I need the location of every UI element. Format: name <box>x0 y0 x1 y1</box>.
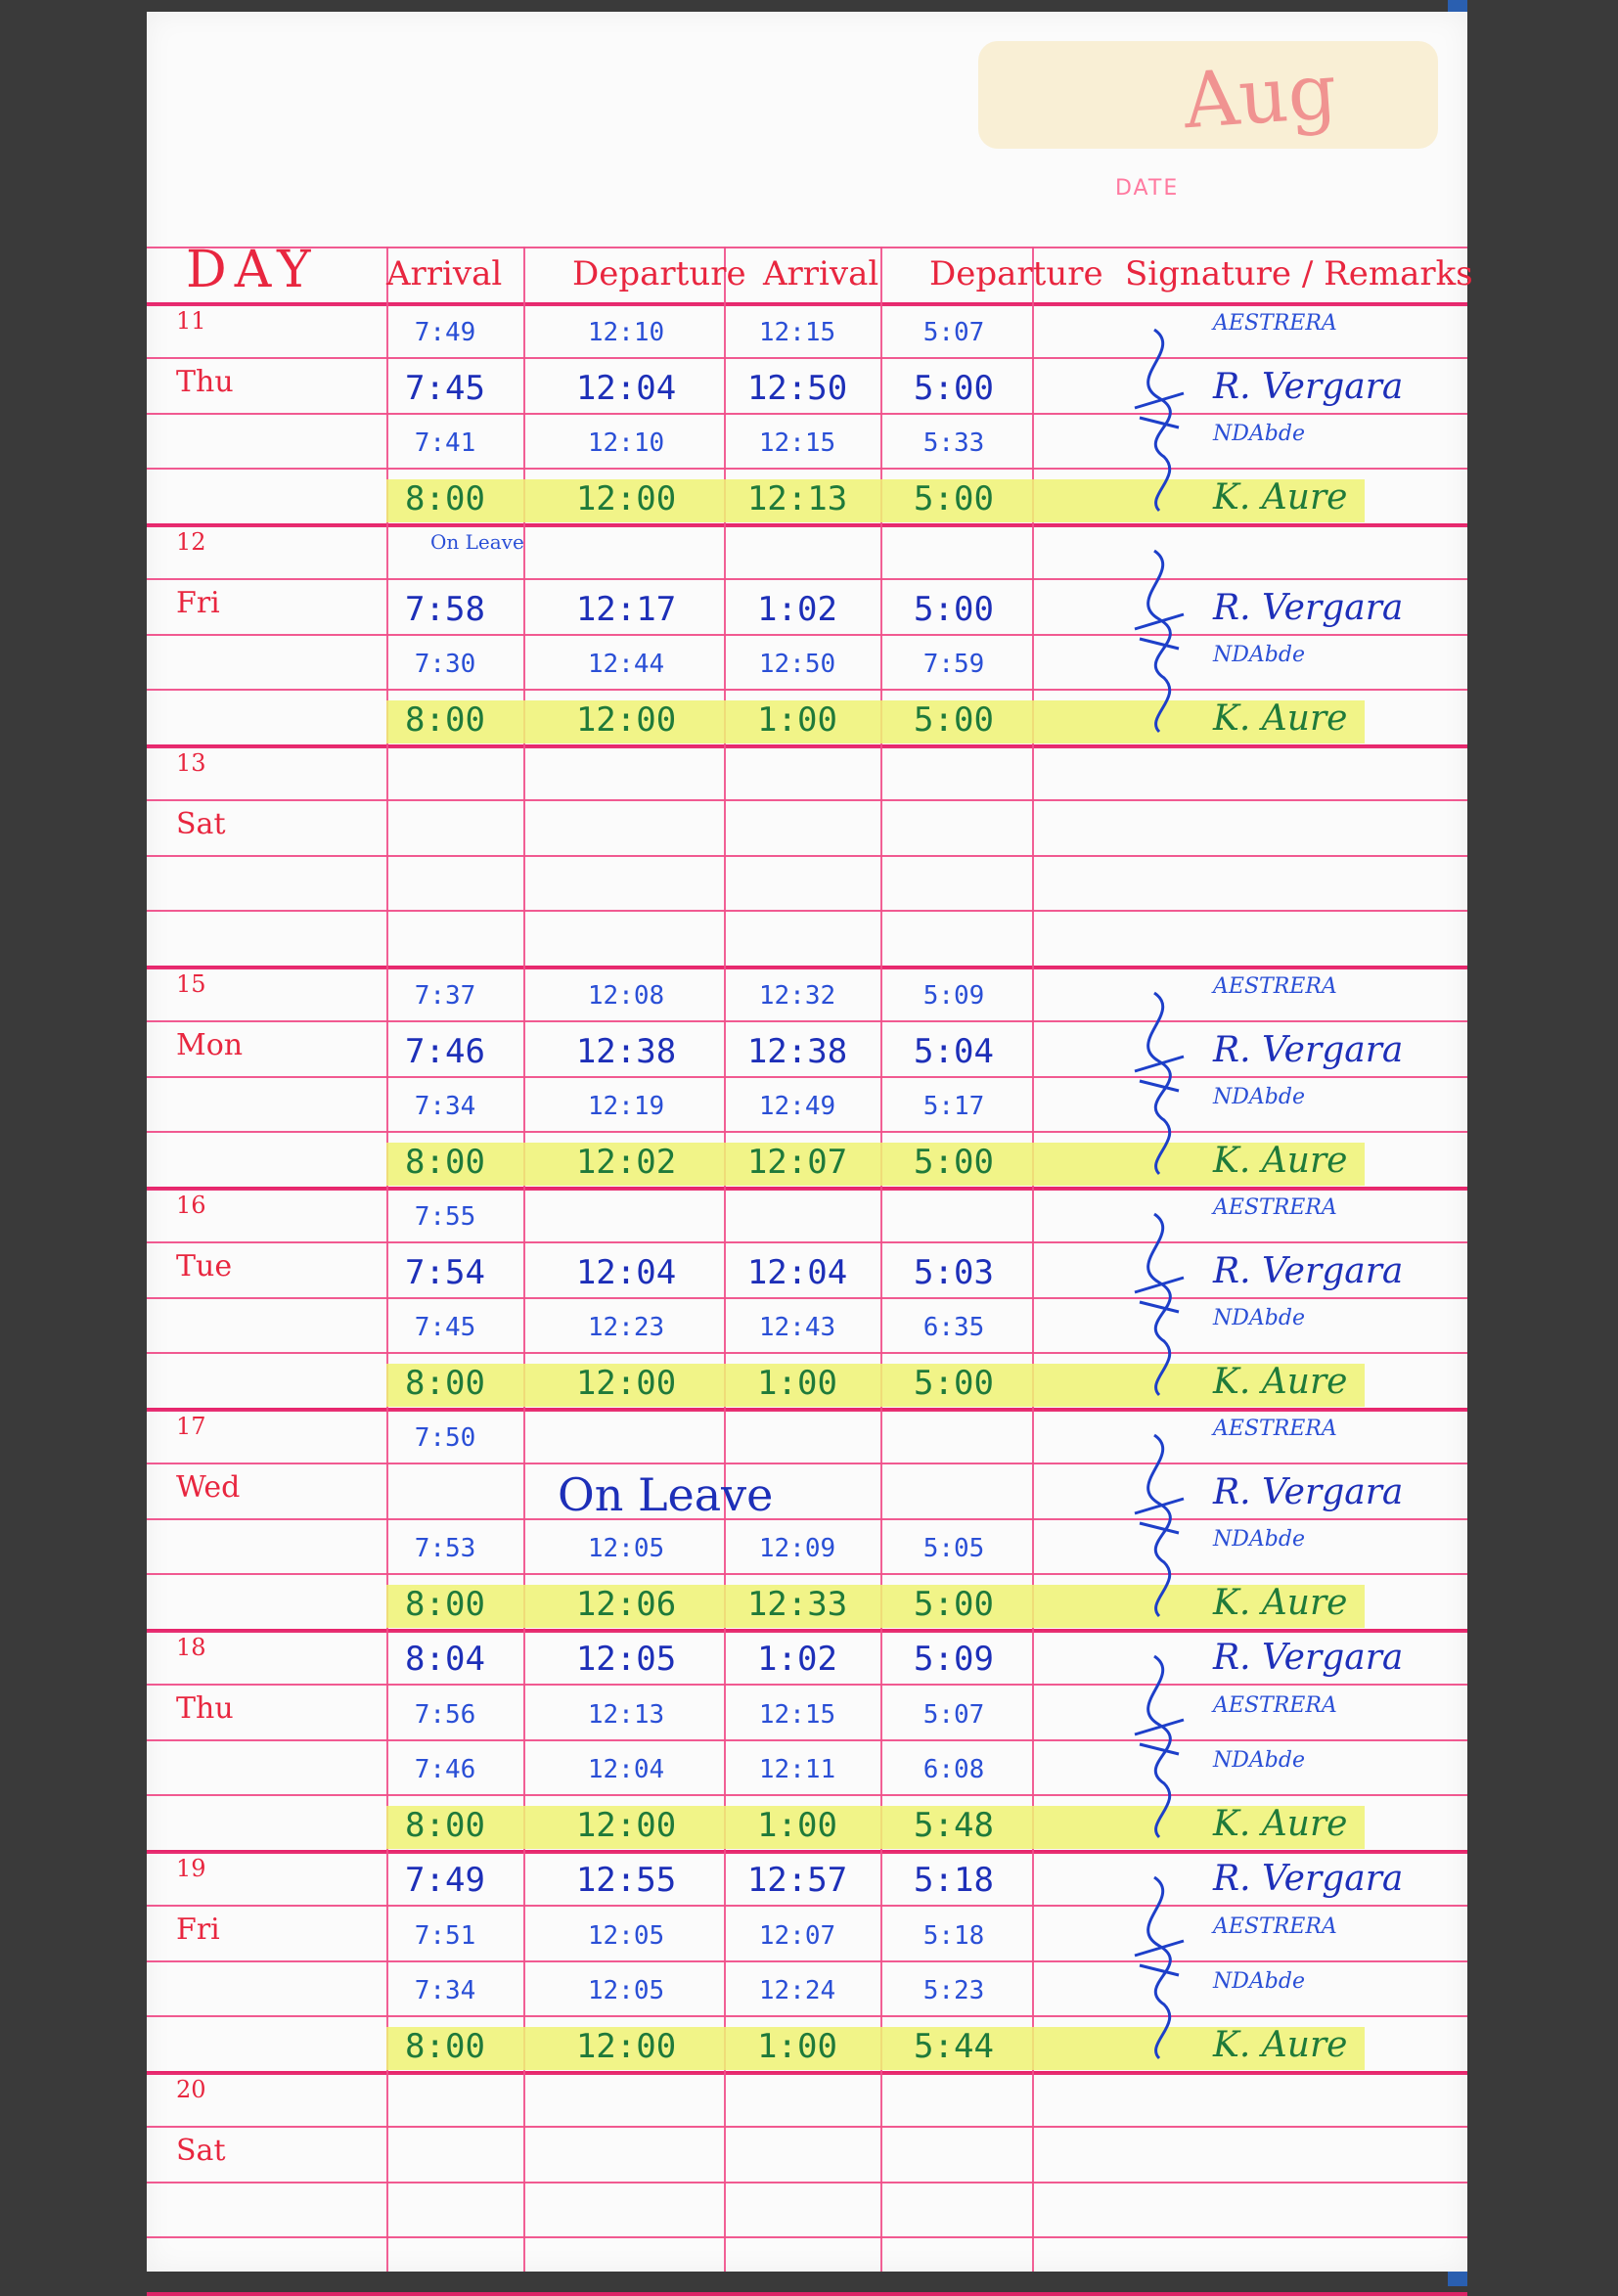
signature-remark: NDAbde <box>1213 1748 1305 1773</box>
signature-remark: R. Vergara <box>1213 1859 1404 1899</box>
time-cell-departure-pm: 6:35 <box>922 1313 985 1342</box>
initials-scribble <box>1115 1420 1203 1626</box>
time-cell-departure-pm: 5:07 <box>922 318 985 347</box>
ruled-line <box>147 855 1467 857</box>
day-number: 13 <box>176 749 206 777</box>
signature-remark: K. Aure <box>1213 1583 1348 1623</box>
time-cell-departure-pm: 5:00 <box>914 700 994 740</box>
attendance-sheet <box>147 12 1473 2272</box>
time-cell-arrival-pm: 12:38 <box>746 1032 848 1071</box>
signature-remark: R. Vergara <box>1213 367 1404 407</box>
time-cell-arrival-pm: 12:13 <box>746 479 848 518</box>
time-cell-arrival-am: 7:45 <box>405 369 485 408</box>
time-cell-departure-pm: 5:00 <box>914 1364 994 1403</box>
time-cell-departure-am: 12:05 <box>587 1534 665 1563</box>
time-cell-departure-am: 12:23 <box>587 1313 665 1342</box>
time-cell-arrival-pm: 1:00 <box>757 1806 837 1845</box>
day-name: Fri <box>176 586 220 620</box>
initials-scribble <box>1115 315 1203 520</box>
time-cell-departure-am: 12:00 <box>575 1806 677 1845</box>
col-header-arrival-pm: Arrival <box>763 254 879 293</box>
day-name: Sat <box>176 2134 226 2168</box>
time-cell-departure-pm: 5:44 <box>914 2027 994 2066</box>
time-cell-arrival-pm: 12:43 <box>758 1313 836 1342</box>
time-cell-departure-am: 12:02 <box>575 1143 677 1182</box>
signature-remark: R. Vergara <box>1213 1251 1404 1291</box>
time-cell-departure-am: 12:00 <box>575 700 677 740</box>
time-cell-arrival-pm: 12:50 <box>758 650 836 679</box>
time-cell-departure-pm: 5:00 <box>914 369 994 408</box>
time-cell-departure-pm: 7:59 <box>922 650 985 679</box>
time-cell-arrival-am: 7:46 <box>414 1755 476 1784</box>
time-cell-departure-am: 12:05 <box>587 1921 665 1951</box>
time-cell-arrival-am: 7:41 <box>414 428 476 458</box>
col-header-arrival-am: Arrival <box>386 254 503 293</box>
signature-remark: NDAbde <box>1213 1085 1305 1109</box>
time-cell-departure-am: 12:13 <box>587 1700 665 1730</box>
time-cell-arrival-am: 7:55 <box>414 1202 476 1232</box>
signature-remark: K. Aure <box>1213 1362 1348 1402</box>
day-separator-line <box>147 2292 1467 2296</box>
col-header-day: DAY <box>186 241 319 299</box>
signature-remark: R. Vergara <box>1213 1472 1404 1512</box>
time-cell-departure-pm: 5:04 <box>914 1032 994 1071</box>
time-cell-arrival-pm: 12:50 <box>746 369 848 408</box>
signature-remark: AESTRERA <box>1213 1914 1337 1939</box>
time-cell-departure-pm: 5:00 <box>914 1585 994 1624</box>
date-label: DATE <box>1115 176 1180 201</box>
day-name: Thu <box>176 1691 234 1726</box>
signature-remark: K. Aure <box>1213 1804 1348 1844</box>
signature-remark: R. Vergara <box>1213 1030 1404 1070</box>
time-cell-arrival-pm: 12:09 <box>758 1534 836 1563</box>
time-cell-arrival-pm: 1:02 <box>757 1640 837 1679</box>
col-header-signature: Signature / Remarks <box>1125 254 1473 293</box>
day-name: Sat <box>176 807 226 841</box>
time-cell-arrival-pm: 12:11 <box>758 1755 836 1784</box>
day-number: 15 <box>176 970 206 998</box>
time-cell-departure-am: 12:04 <box>575 1253 677 1292</box>
time-cell-arrival-am: 7:30 <box>414 650 476 679</box>
col-header-departure-pm: Departure <box>929 254 1103 293</box>
col-header-departure-am: Departure <box>572 254 746 293</box>
on-leave-note: On Leave <box>558 1468 774 1521</box>
signature-remark: AESTRERA <box>1213 974 1337 999</box>
time-cell-departure-am: 12:06 <box>575 1585 677 1624</box>
signature-remark: R. Vergara <box>1213 1638 1404 1678</box>
time-cell-arrival-am: 7:37 <box>414 981 476 1011</box>
time-cell-arrival-am: 8:04 <box>405 1640 485 1679</box>
day-number: 16 <box>176 1192 206 1219</box>
initials-scribble <box>1115 1863 1203 2068</box>
time-cell-departure-pm: 5:18 <box>914 1861 994 1900</box>
signature-remark: R. Vergara <box>1213 588 1404 628</box>
signature-remark: NDAbde <box>1213 422 1305 446</box>
time-cell-departure-am: 12:05 <box>587 1976 665 2005</box>
time-cell-departure-am: 12:05 <box>575 1640 677 1679</box>
time-cell-arrival-am: 7:53 <box>414 1534 476 1563</box>
time-cell-arrival-pm: 12:07 <box>746 1143 848 1182</box>
signature-remark: NDAbde <box>1213 1306 1305 1330</box>
time-cell-departure-pm: 5:05 <box>922 1534 985 1563</box>
time-cell-arrival-am: 8:00 <box>405 1585 485 1624</box>
time-cell-arrival-pm: 1:00 <box>757 700 837 740</box>
time-cell-departure-am: 12:10 <box>587 318 665 347</box>
time-cell-arrival-am: 7:54 <box>405 1253 485 1292</box>
time-cell-arrival-am: 7:34 <box>414 1976 476 2005</box>
signature-remark: AESTRERA <box>1213 311 1337 336</box>
time-cell-arrival-pm: 12:32 <box>758 981 836 1011</box>
time-cell-arrival-am: 7:56 <box>414 1700 476 1730</box>
signature-remark: K. Aure <box>1213 1141 1348 1181</box>
ruled-line <box>147 2126 1467 2128</box>
signature-remark: K. Aure <box>1213 477 1348 518</box>
time-cell-arrival-am: 7:46 <box>405 1032 485 1071</box>
signature-remark: AESTRERA <box>1213 1417 1337 1441</box>
time-cell-departure-pm: 6:08 <box>922 1755 985 1784</box>
time-cell-arrival-pm: 12:15 <box>758 428 836 458</box>
time-cell-arrival-am: 7:49 <box>405 1861 485 1900</box>
signature-remark: NDAbde <box>1213 1969 1305 1994</box>
time-cell-arrival-pm: 12:15 <box>758 318 836 347</box>
initials-scribble <box>1115 1642 1203 1847</box>
time-cell-departure-am: 12:04 <box>575 369 677 408</box>
time-cell-arrival-pm: 12:33 <box>746 1585 848 1624</box>
time-cell-arrival-pm: 12:49 <box>758 1092 836 1121</box>
time-cell-arrival-am: 8:00 <box>405 1806 485 1845</box>
time-cell-departure-pm: 5:09 <box>914 1640 994 1679</box>
time-cell-departure-pm: 5:33 <box>922 428 985 458</box>
initials-scribble <box>1115 1199 1203 1405</box>
time-cell-departure-am: 12:00 <box>575 479 677 518</box>
time-cell-departure-am: 12:04 <box>587 1755 665 1784</box>
time-cell-departure-pm: 5:07 <box>922 1700 985 1730</box>
time-cell-arrival-pm: 1:00 <box>757 2027 837 2066</box>
day-name: Wed <box>176 1470 241 1505</box>
time-cell-arrival-pm: 12:24 <box>758 1976 836 2005</box>
time-cell-departure-pm: 5:00 <box>914 1143 994 1182</box>
time-cell-departure-pm: 5:48 <box>914 1806 994 1845</box>
time-cell-departure-pm: 5:23 <box>922 1976 985 2005</box>
time-cell-arrival-pm: 12:57 <box>746 1861 848 1900</box>
time-cell-departure-am: 12:00 <box>575 1364 677 1403</box>
day-number: 20 <box>176 2076 206 2103</box>
time-cell-arrival-am: 8:00 <box>405 700 485 740</box>
ruled-line <box>147 1463 1467 1464</box>
time-cell-arrival-am: 7:45 <box>414 1313 476 1342</box>
day-name: Mon <box>176 1028 244 1062</box>
ruled-line <box>147 2182 1467 2183</box>
signature-remark: AESTRERA <box>1213 1195 1337 1220</box>
ruled-line <box>147 2236 1467 2238</box>
day-number: 19 <box>176 1855 206 1882</box>
time-cell-arrival-am: 8:00 <box>405 1143 485 1182</box>
time-cell-arrival-pm: 12:04 <box>746 1253 848 1292</box>
day-name: Tue <box>176 1249 233 1283</box>
on-leave-note: On Leave <box>430 530 524 554</box>
signature-remark: K. Aure <box>1213 2025 1348 2065</box>
signature-remark: K. Aure <box>1213 698 1348 739</box>
signature-remark: NDAbde <box>1213 643 1305 667</box>
time-cell-departure-am: 12:19 <box>587 1092 665 1121</box>
day-number: 17 <box>176 1413 206 1440</box>
day-name: Thu <box>176 365 234 399</box>
time-cell-arrival-am: 7:50 <box>414 1423 476 1453</box>
day-number: 18 <box>176 1634 206 1661</box>
time-cell-departure-pm: 5:03 <box>914 1253 994 1292</box>
time-cell-departure-am: 12:55 <box>575 1861 677 1900</box>
time-cell-departure-am: 12:00 <box>575 2027 677 2066</box>
time-cell-arrival-am: 7:58 <box>405 590 485 629</box>
column-line <box>1032 247 1034 2272</box>
initials-scribble <box>1115 536 1203 742</box>
time-cell-arrival-am: 7:49 <box>414 318 476 347</box>
time-cell-arrival-pm: 12:07 <box>758 1921 836 1951</box>
ruled-line <box>147 910 1467 912</box>
time-cell-departure-am: 12:08 <box>587 981 665 1011</box>
time-cell-arrival-am: 8:00 <box>405 1364 485 1403</box>
time-cell-arrival-am: 8:00 <box>405 479 485 518</box>
day-name: Fri <box>176 1913 220 1947</box>
signature-remark: NDAbde <box>1213 1527 1305 1552</box>
time-cell-arrival-am: 8:00 <box>405 2027 485 2066</box>
day-number: 12 <box>176 528 206 556</box>
ruled-line <box>147 247 1467 248</box>
time-cell-arrival-pm: 1:02 <box>757 590 837 629</box>
time-cell-departure-pm: 5:00 <box>914 479 994 518</box>
time-cell-arrival-pm: 12:15 <box>758 1700 836 1730</box>
signature-remark: AESTRERA <box>1213 1693 1337 1718</box>
time-cell-departure-am: 12:44 <box>587 650 665 679</box>
time-cell-arrival-am: 7:51 <box>414 1921 476 1951</box>
time-cell-departure-pm: 5:18 <box>922 1921 985 1951</box>
time-cell-departure-pm: 5:17 <box>922 1092 985 1121</box>
day-number: 11 <box>176 307 206 335</box>
time-cell-departure-am: 12:17 <box>575 590 677 629</box>
month-label: Aug <box>1181 47 1340 147</box>
time-cell-departure-pm: 5:09 <box>922 981 985 1011</box>
time-cell-departure-pm: 5:00 <box>914 590 994 629</box>
initials-scribble <box>1115 978 1203 1184</box>
time-cell-arrival-am: 7:34 <box>414 1092 476 1121</box>
time-cell-departure-am: 12:38 <box>575 1032 677 1071</box>
time-cell-arrival-pm: 1:00 <box>757 1364 837 1403</box>
time-cell-departure-am: 12:10 <box>587 428 665 458</box>
ruled-line <box>147 799 1467 801</box>
